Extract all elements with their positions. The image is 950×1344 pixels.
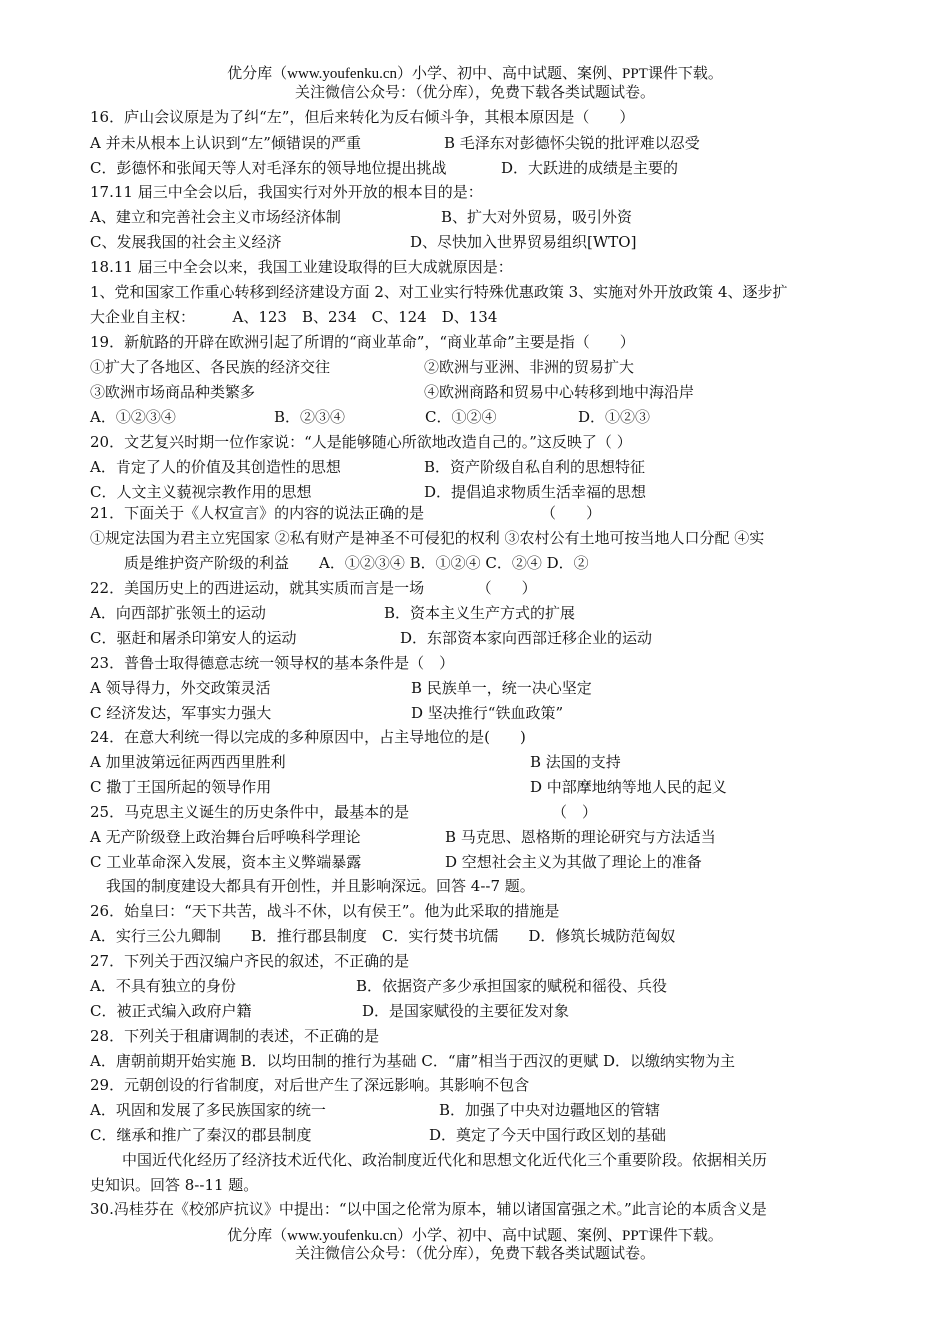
q29-stem: 29．元朝创设的行省制度，对后世产生了深远影响。其影响不包含 [90,1076,530,1094]
q19-option-a: A．①②③④ [90,408,176,426]
q29-option-d: D．奠定了今天中国行政区划的基础 [429,1126,667,1144]
q27-option-c: C．被正式编入政府户籍 [90,1002,252,1020]
q20-option-c: C．人文主义藐视宗教作用的思想 [90,483,312,501]
q18-line-1: 1、党和国家工作重心转移到经济建设方面 2、对工业实行特殊优惠政策 3、实施对外开放政策 4、逐步扩 [90,283,788,301]
q17-option-c: C、发展我国的社会主义经济 [90,233,282,251]
q21-line-1: ①规定法国为君主立宪国家 ②私有财产是神圣不可侵犯的权利 ③农村公有土地可按当地人口分配 ④实 [90,529,765,547]
section-intro-2-line-2: 史知识。回答 8--11 题。 [90,1176,259,1194]
q18-stem: 18.11 届三中全会以来，我国工业建设取得的巨大成就原因是： [90,258,513,276]
q16-option-b: B 毛泽东对彭德怀尖锐的批评难以忍受 [444,134,700,152]
q27-option-a: A．不具有独立的身份 [90,977,236,995]
q26-stem: 26．始皇曰：“天下共苦，战斗不休，以有侯王”。他为此采取的措施是 [90,902,560,920]
q19-item-1: ①扩大了各地区、各民族的经济交往 [90,358,331,376]
header-line-1: 优分库（www.youfenku.cn）小学、初中、高中试题、案例、PPT课件下载。 [227,66,723,82]
q19-item-2: ②欧洲与亚洲、非洲的贸易扩大 [424,358,635,376]
q23-option-b: B 民族单一，统一决心坚定 [411,679,592,697]
q25-answer-paren: （ ） [552,803,598,821]
q23-option-c: C 经济发达，军事实力强大 [90,704,272,722]
footer-line-1: 优分库（www.youfenku.cn）小学、初中、高中试题、案例、PPT课件下载。 [227,1228,723,1244]
q23-stem: 23．普鲁士取得德意志统一领导权的基本条件是（ ） [90,654,455,672]
footer-line-2: 关注微信公众号：（优分库），免费下载各类试题试卷。 [294,1246,655,1262]
q22-stem: 22．美国历史上的西进运动，就其实质而言是一场 （ ） [90,579,537,597]
q20-stem: 20．文艺复兴时期一位作家说：“人是能够随心所欲地改造自己的。”这反映了（ ） [90,433,632,451]
section-intro-2-line-1: 中国近代化经历了经济技术近代化、政治制度近代化和思想文化近代化三个重要阶段。依据相关历 [122,1151,768,1169]
q21-line-2: 质是维护资产阶级的利益 A．①②③④ B．①②④ C．②④ D．② [124,554,589,572]
q17-option-b: B、扩大对外贸易，吸引外资 [441,208,633,226]
q29-option-b: B．加强了中央对边疆地区的管辖 [439,1101,661,1119]
q22-option-a: A．向西部扩张领土的运动 [90,604,266,622]
q25-option-c: C 工业革命深入发展，资本主义弊端暴露 [90,853,362,871]
q25-option-b: B 马克思、恩格斯的理论研究与方法适当 [445,828,716,846]
q17-option-d: D、尽快加入世界贸易组织[WTO] [410,233,637,251]
section-intro-1: 我国的制度建设大都具有开创性，并且影响深远。回答 4--7 题。 [106,877,535,895]
header-line-2: 关注微信公众号：（优分库），免费下载各类试题试卷。 [294,85,655,101]
q25-option-d: D 空想社会主义为其做了理论上的准备 [445,853,702,871]
q30-stem: 30.冯桂芬在《校邠庐抗议》中提出：“以中国之伦常为原本，辅以诸国富强之术。”此言论的本质含义是 [90,1200,767,1218]
q25-stem: 25．马克思主义诞生的历史条件中，最基本的是 [90,803,410,821]
q18-line-2: 大企业自主权： A、123 B、234 C、124 D、134 [90,308,498,326]
q19-option-d: D．①②③ [578,408,651,426]
q23-option-d: D 坚决推行“铁血政策” [411,704,564,722]
q19-stem: 19．新航路的开辟在欧洲引起了所谓的“商业革命”，“商业革命”主要是指（ ） [90,333,635,351]
q21-answer-paren: （ ） [541,504,602,522]
q28-options: A．唐朝前期开始实施 B．以均田制的推行为基础 C．“庸”相当于西汉的更赋 D．以缴纳实物为主 [90,1052,736,1070]
q19-option-c: C．①②④ [425,408,497,426]
q19-item-4: ④欧洲商路和贸易中心转移到地中海沿岸 [424,383,695,401]
q22-option-d: D．东部资本家向西部迁移企业的运动 [400,629,653,647]
q22-option-c: C．驱赶和屠杀印第安人的运动 [90,629,297,647]
q20-option-d: D．提倡追求物质生活幸福的思想 [424,483,647,501]
q24-option-a: A 加里波第远征两西西里胜利 [90,753,286,771]
q20-option-a: A．肯定了人的价值及其创造性的思想 [90,458,341,476]
q29-option-a: A．巩固和发展了多民族国家的统一 [90,1101,326,1119]
q24-option-b: B 法国的支持 [530,753,621,771]
q17-option-a: A、建立和完善社会主义市场经济体制 [90,208,341,226]
q27-stem: 27．下列关于西汉编户齐民的叙述，不正确的是 [90,952,410,970]
q16-option-a: A 并未从根本上认识到“左”倾错误的严重 [90,134,361,152]
q24-option-c: C 撒丁王国所起的领导作用 [90,778,272,796]
q21-stem: 21．下面关于《人权宣言》的内容的说法正确的是 [90,504,425,522]
q29-option-c: C．继承和推广了秦汉的郡县制度 [90,1126,312,1144]
q27-option-d: D．是国家赋役的主要征发对象 [362,1002,570,1020]
q16-option-d: D．大跃进的成绩是主要的 [501,159,679,177]
q25-option-a: A 无产阶级登上政治舞台后呼唤科学理论 [90,828,361,846]
q16-stem: 16．庐山会议原是为了纠“左”，但后来转化为反右倾斗争，其根本原因是（ ） [90,108,635,126]
q20-option-b: B．资产阶级自私自利的思想特征 [424,458,646,476]
q24-option-d: D 中部摩地纳等地人民的起义 [530,778,727,796]
q16-option-c: C．彭德怀和张闻天等人对毛泽东的领导地位提出挑战 [90,159,447,177]
q27-option-b: B．依据资产多少承担国家的赋税和徭役、兵役 [356,977,668,995]
q17-stem: 17.11 届三中全会以后，我国实行对外开放的根本目的是： [90,183,483,201]
q28-stem: 28．下列关于租庸调制的表述，不正确的是 [90,1027,380,1045]
q26-options: A．实行三公九卿制 B．推行郡县制度 C．实行焚书坑儒 D．修筑长城防范匈奴 [90,927,676,945]
q19-item-3: ③欧洲市场商品种类繁多 [90,383,256,401]
q22-option-b: B．资本主义生产方式的扩展 [384,604,576,622]
q19-option-b: B．②③④ [274,408,346,426]
q24-stem: 24．在意大利统一得以完成的多种原因中，占主导地位的是( ) [90,728,526,746]
q23-option-a: A 领导得力，外交政策灵活 [90,679,271,697]
